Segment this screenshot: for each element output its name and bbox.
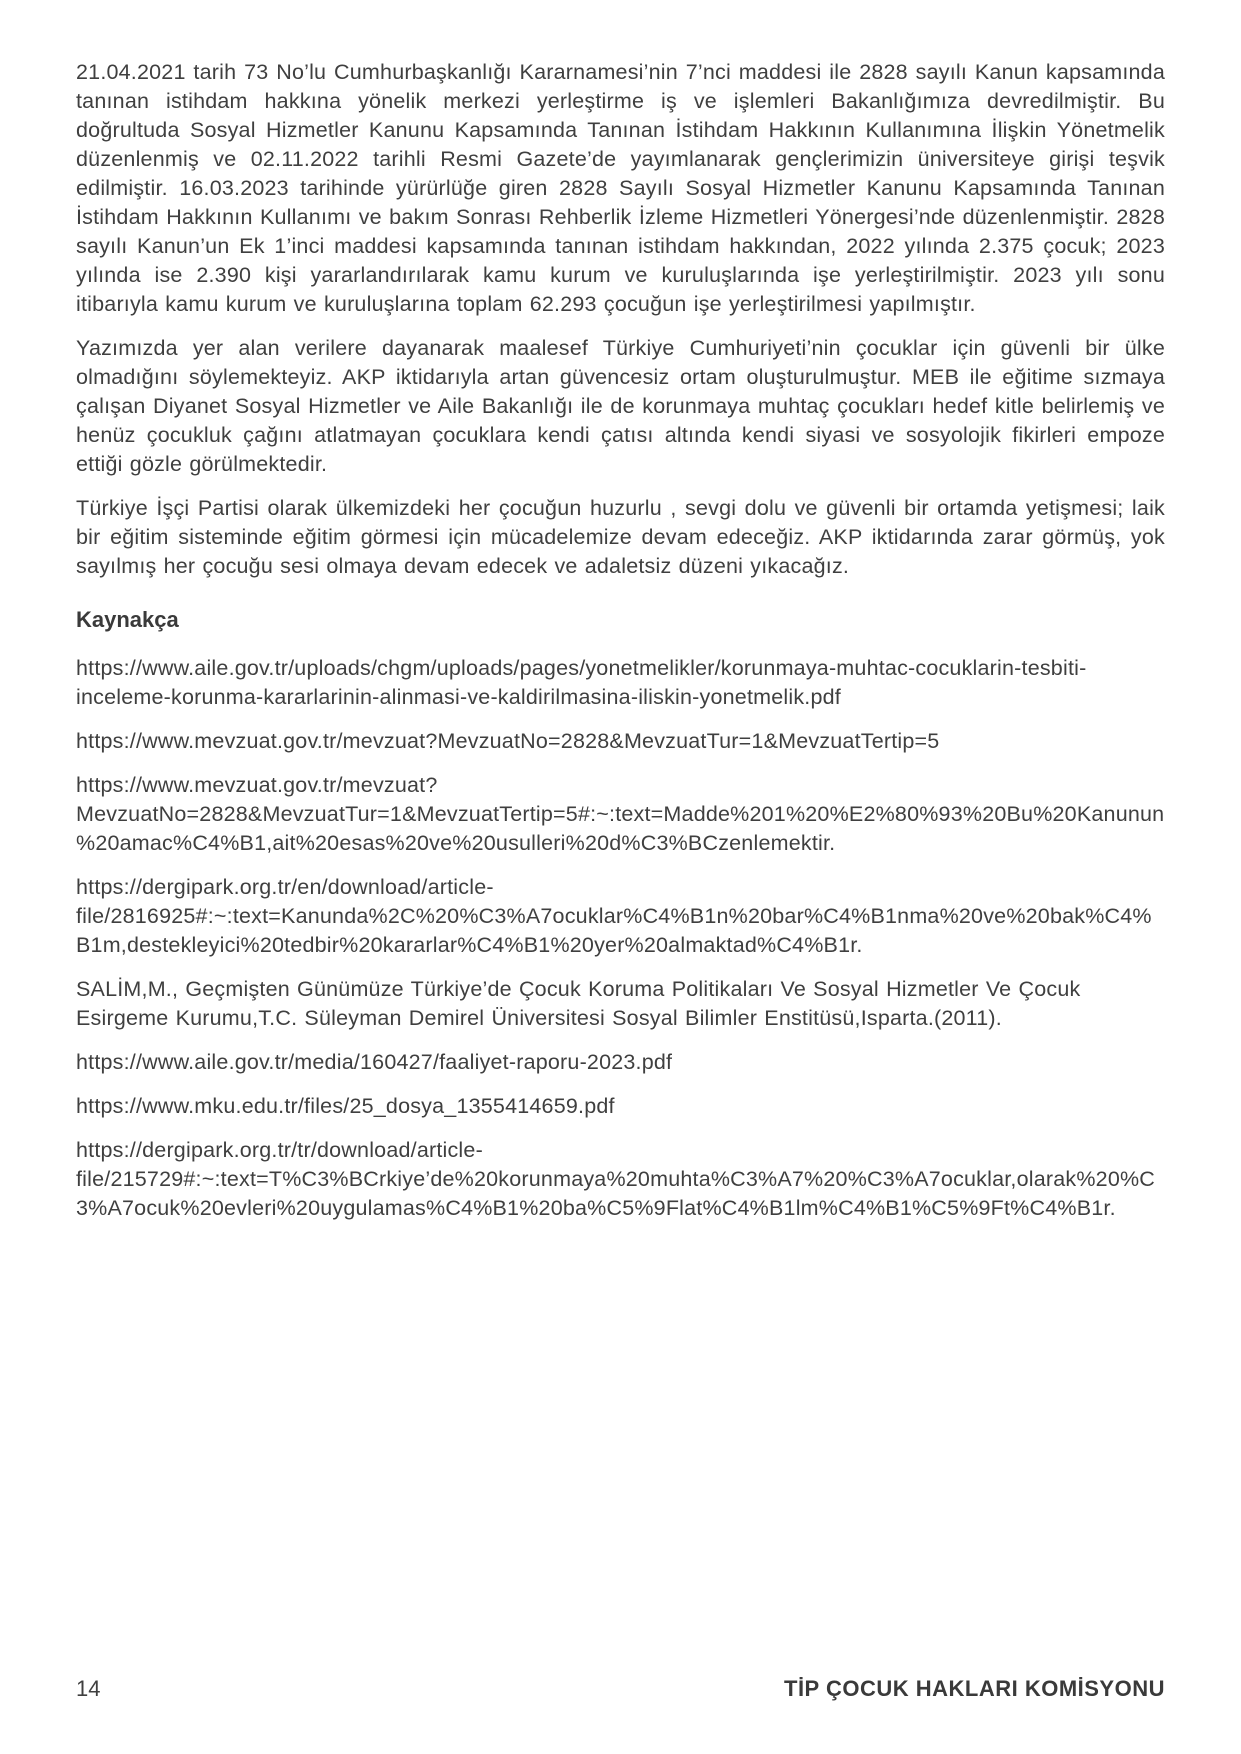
page-number: 14: [76, 1676, 101, 1701]
paragraph-assessment: Yazımızda yer alan verilere dayanarak maalesef Türkiye Cumhuriyeti’nin çocuklar için güvenli bir ülke olmadığını söylemekteyiz. AKP iktidarıyla artan güvencesiz ortam oluşturulmuştur. MEB ile eğitime sızmaya çalışan Diyanet Sosyal Hizmetler ve Aile Bakanlığı ile de korunmaya muhtaç çocukları hedef kitle belirlemiş ve henüz çocukluk çağını atlatmayan çocuklara kendi çatısı altında kendi siyasi ve sosyolojik fikirleri empoze ettiği gözle görülmektedir.: [76, 336, 1165, 476]
bibliography-entry: https://www.aile.gov.tr/uploads/chgm/uploads/pages/yonetmelikler/korunmaya-muhtac-cocuklarin-tesbiti-inceleme-korunma-kararlarinin-alinmasi-ve-kaldirilmasina-iliskin-yonetmelik.pdf: [76, 656, 1087, 709]
page-footer: [76, 1676, 1165, 1702]
bibliography-entry: https://dergipark.org.tr/en/download/article-file/2816925#:~:text=Kanunda%2C%20%C3%A7ocuklar%C4%B1n%20bar%C4%B1nma%20ve%20bak%C4%B1m,destekleyici%20tedbir%20kararlar%C4%B1%20yer%20almaktad%C4%B1r.: [76, 875, 1152, 957]
paragraph-employment-rights: 21.04.2021 tarih 73 No’lu Cumhurbaşkanlığı Kararnamesi’nin 7’nci maddesi ile 2828 sayılı Kanun kapsamında tanınan istihdam hakkına yönelik merkezi yerleştirme iş ve işlemleri Bakanlığımıza devredilmiştir. Bu doğrultuda Sosyal Hizmetler Kanunu Kapsamında Tanınan İstihdam Hakkının Kullanımına İlişkin Yönetmelik düzenlenmiş ve 02.11.2022 tarihli Resmi Gazete’de yayımlanarak gençlerimizin üniversiteye girişi teşvik edilmiştir. 16.03.2023 tarihinde yürürlüğe giren 2828 Sayılı Sosyal Hizmetler Kanunu Kapsamında Tanınan İstihdam Hakkının Kullanımı ve bakım Sonrası Rehberlik İzleme Hizmetleri Yönergesi’nde düzenlenmiştir. 2828 sayılı Kanun’un Ek 1’inci maddesi kapsamında tanınan istihdam hakkından, 2022 yılında 2.375 çocuk; 2023 yılında ise 2.390 kişi yararlandırılarak kamu kurum ve kuruluşlarında işe yerleştirilmiştir. 2023 yılı sonu itibarıyla kamu kurum ve kuruluşlarına toplam 62.293 çocuğun işe yerleştirilmesi yapılmıştır.: [76, 60, 1165, 316]
bibliography-entry: https://www.mku.edu.tr/files/25_dosya_1355414659.pdf: [76, 1094, 615, 1118]
paragraph-tip-statement: Türkiye İşçi Partisi olarak ülkemizdeki her çocuğun huzurlu , sevgi dolu ve güvenli bir ortamda yetişmesi; laik bir eğitim sisteminde eğitim görmesi için mücadelemize devam edeceğiz. AKP iktidarında zarar görmüş, yok sayılmış her çocuğu sesi olmaya devam edecek ve adaletsiz düzeni yıkacağız.: [76, 496, 1165, 578]
bibliography-entry: https://www.mevzuat.gov.tr/mevzuat?MevzuatNo=2828&MevzuatTur=1&MevzuatTertip=5: [76, 729, 940, 753]
bibliography-entry: https://dergipark.org.tr/tr/download/article-file/215729#:~:text=T%C3%BCrkiye’de%20korunmaya%20muhta%C3%A7%20%C3%A7ocuklar,olarak%20%C3%A7ocuk%20evleri%20uygulamas%C4%B1%20ba%C5%9Flat%C4%B1lm%C4%B1%C5%9Ft%C4%B1r.: [76, 1138, 1156, 1220]
bibliography-heading: Kaynakça: [76, 607, 179, 632]
page-content: [76, 58, 1165, 1238]
bibliography-entry: https://www.mevzuat.gov.tr/mevzuat?MevzuatNo=2828&MevzuatTur=1&MevzuatTertip=5#:~:text=Madde%201%20%E2%80%93%20Bu%20Kanunun%20amac%C4%B1,ait%20esas%20ve%20usulleri%20d%C3%BCzenlemektir.: [76, 773, 1165, 855]
bibliography-entry: https://www.aile.gov.tr/media/160427/faaliyet-raporu-2023.pdf: [76, 1050, 673, 1074]
footer-organization: TİP ÇOCUK HAKLARI KOMİSYONU: [784, 1676, 1165, 1701]
bibliography-entry: SALİM,M., Geçmişten Günümüze Türkiye’de Çocuk Koruma Politikaları Ve Sosyal Hizmetler Ve Çocuk Esirgeme Kurumu,T.C. Süleyman Demirel Üniversitesi Sosyal Bilimler Enstitüsü,Isparta.(2011).: [76, 977, 1081, 1030]
